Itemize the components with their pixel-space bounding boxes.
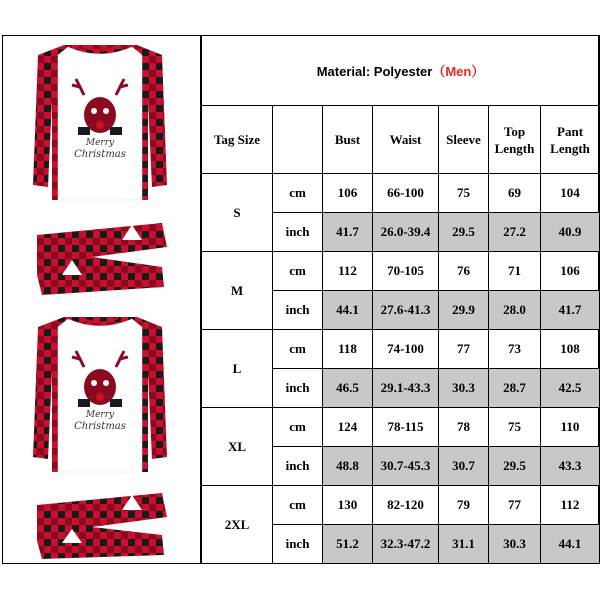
unit-label-cm: cm: [273, 174, 323, 213]
sleeve-cm-cell: 76: [439, 252, 489, 291]
unit-label-inch: inch: [273, 369, 323, 408]
waist-cm-cell: 78-115: [373, 408, 439, 447]
pant-length-inch-cell: 43.3: [541, 447, 600, 486]
sleeve-inch-cell: 29.9: [439, 291, 489, 330]
pant-length-cm-cell: 106: [541, 252, 600, 291]
pant-length-cm-cell: 110: [541, 408, 600, 447]
unit-label-inch: inch: [273, 213, 323, 252]
size-label: L: [202, 330, 273, 408]
bust-cm-cell: 118: [323, 330, 373, 369]
size-label: S: [202, 174, 273, 252]
waist-inch-cell: 30.7-45.3: [373, 447, 439, 486]
header-bust: Bust: [323, 106, 373, 174]
pajama-illustrations: [2, 35, 199, 562]
header-sleeve: Sleeve: [439, 106, 489, 174]
table-row: [202, 174, 600, 213]
sleeve-cm-cell: 78: [439, 408, 489, 447]
waist-inch-cell: 27.6-41.3: [373, 291, 439, 330]
chart-title: [202, 36, 600, 106]
unit-label-cm: cm: [273, 408, 323, 447]
header-waist: Waist: [373, 106, 439, 174]
bust-cm-cell: 112: [323, 252, 373, 291]
bust-cm-cell: 130: [323, 486, 373, 525]
waist-cm-cell: 82-120: [373, 486, 439, 525]
header-pant-length: Pant Length: [541, 106, 600, 174]
pants-image-top: [37, 223, 167, 295]
bust-inch-cell: 41.7: [323, 213, 373, 252]
top-length-inch-cell: 29.5: [489, 447, 541, 486]
pant-length-inch-cell: 40.9: [541, 213, 600, 252]
title-gender: （Men）: [432, 64, 485, 79]
top-length-inch-cell: 28.0: [489, 291, 541, 330]
waist-inch-cell: 29.1-43.3: [373, 369, 439, 408]
table-row: [202, 330, 600, 369]
top-length-cm-cell: 73: [489, 330, 541, 369]
waist-cm-cell: 74-100: [373, 330, 439, 369]
header-row: [202, 106, 600, 174]
pant-length-cm-cell: 108: [541, 330, 600, 369]
size-label: 2XL: [202, 486, 273, 564]
title-material: Material: Polyester: [316, 64, 433, 79]
table-row: [202, 486, 600, 525]
sleeve-inch-cell: 30.3: [439, 369, 489, 408]
top-length-cm-cell: 71: [489, 252, 541, 291]
sleeve-cm-cell: 77: [439, 330, 489, 369]
shirt-image-bottom: [33, 317, 167, 472]
pant-length-inch-cell: 42.5: [541, 369, 600, 408]
sleeve-cm-cell: 75: [439, 174, 489, 213]
shirt-image-top: [33, 45, 167, 200]
pant-length-cm-cell: 112: [541, 486, 600, 525]
sleeve-inch-cell: 31.1: [439, 525, 489, 564]
bust-inch-cell: 44.1: [323, 291, 373, 330]
pant-length-inch-cell: 41.7: [541, 291, 600, 330]
unit-label-cm: cm: [273, 486, 323, 525]
unit-label-inch: inch: [273, 291, 323, 330]
waist-cm-cell: 70-105: [373, 252, 439, 291]
bust-cm-cell: 106: [323, 174, 373, 213]
pants-image-bottom: [37, 493, 167, 559]
unit-label-cm: cm: [273, 252, 323, 291]
top-length-cm-cell: 75: [489, 408, 541, 447]
pant-length-cm-cell: 104: [541, 174, 600, 213]
top-length-inch-cell: 30.3: [489, 525, 541, 564]
header-tag-size: Tag Size: [202, 106, 273, 174]
top-length-inch-cell: 28.7: [489, 369, 541, 408]
bust-inch-cell: 48.8: [323, 447, 373, 486]
unit-label-cm: cm: [273, 330, 323, 369]
table-row: [202, 408, 600, 447]
header-top-length: Top Length: [489, 106, 541, 174]
waist-cm-cell: 66-100: [373, 174, 439, 213]
pant-length-inch-cell: 44.1: [541, 525, 600, 564]
table-row: [202, 252, 600, 291]
sleeve-cm-cell: 79: [439, 486, 489, 525]
shirt-text-merry: Merry: [85, 138, 115, 148]
size-label: XL: [202, 408, 273, 486]
sleeve-inch-cell: 30.7: [439, 447, 489, 486]
product-photo-column: [2, 35, 201, 564]
unit-label-inch: inch: [273, 447, 323, 486]
size-label: M: [202, 252, 273, 330]
unit-label-inch: inch: [273, 525, 323, 564]
shirt-text-merry: Merry: [85, 410, 115, 420]
sleeve-inch-cell: 29.5: [439, 213, 489, 252]
bust-inch-cell: 46.5: [323, 369, 373, 408]
top-length-cm-cell: 77: [489, 486, 541, 525]
top-length-inch-cell: 27.2: [489, 213, 541, 252]
shirt-text-christmas: Christmas: [74, 149, 126, 160]
header-unit: [273, 106, 323, 174]
waist-inch-cell: 26.0-39.4: [373, 213, 439, 252]
waist-inch-cell: 32.3-47.2: [373, 525, 439, 564]
size-chart-table: [201, 35, 600, 564]
top-length-cm-cell: 69: [489, 174, 541, 213]
bust-inch-cell: 51.2: [323, 525, 373, 564]
shirt-text-christmas: Christmas: [74, 421, 126, 432]
bust-cm-cell: 124: [323, 408, 373, 447]
title-row: [202, 36, 600, 106]
